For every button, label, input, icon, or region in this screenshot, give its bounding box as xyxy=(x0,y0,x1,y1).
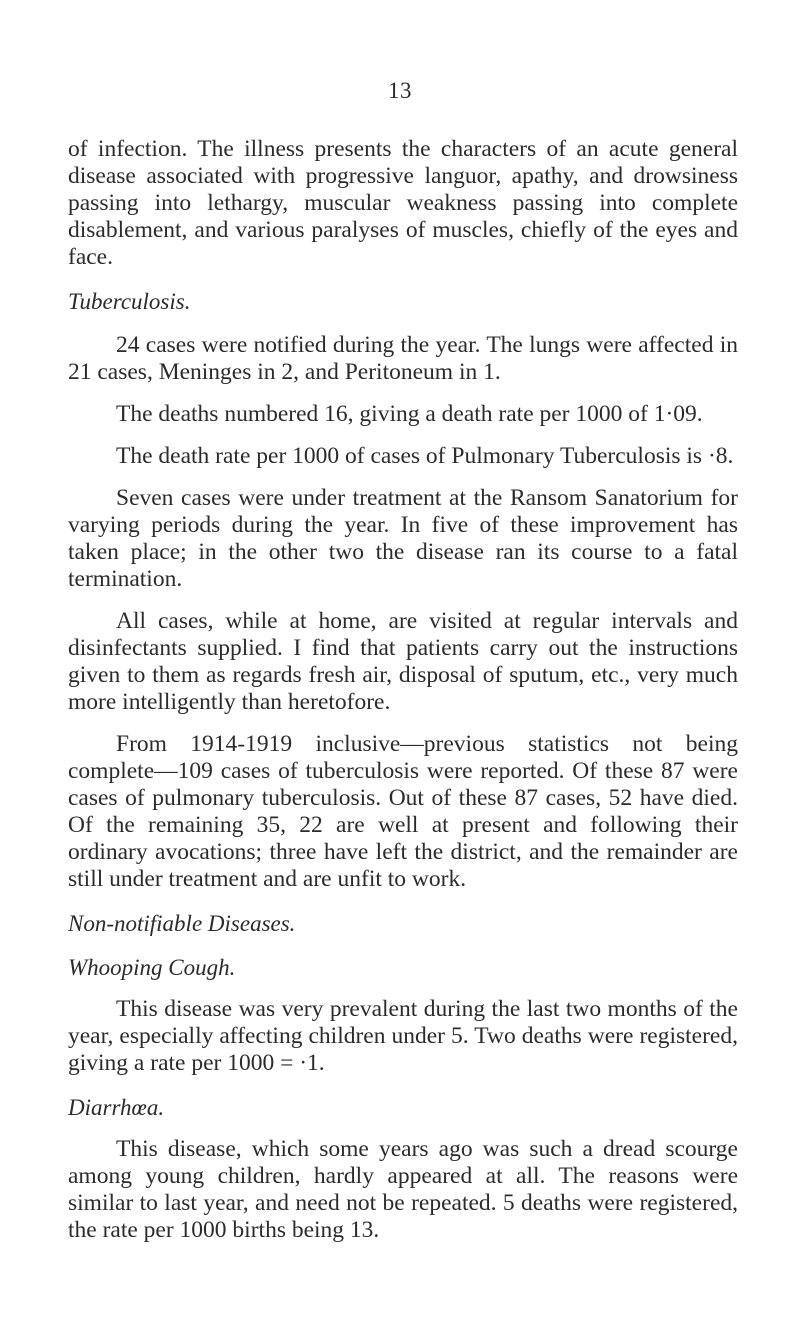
tuberculosis-paragraph-6: From 1914-1919 inclusive—previous statistics not being complete—109 cases of tuberculosis were reported. Of these 87 were cases of pulmonary tuberculosis. Out of these 87 cases, 52 have died. Of the remaining 35, 22 are well at present and following their ordinary avocations; three have left the district, and the remainder are still under treatment and are unfit to work. xyxy=(68,731,738,892)
whooping-cough-paragraph: This disease was very prevalent during the last two months of the year, especially affecting children under 5. Two deaths were registered, giving a rate per 1000 = ·1. xyxy=(68,996,738,1076)
tuberculosis-paragraph-2: The deaths numbered 16, giving a death rate per 1000 of 1·09. xyxy=(116,401,703,427)
tuberculosis-paragraph-1: 24 cases were notified during the year. The lungs were affected in 21 cases, Meninges in 2, and Peritoneum in 1. xyxy=(68,332,738,385)
tuberculosis-paragraph-5: All cases, while at home, are visited at regular intervals and disinfectants supplied. I find that patients carry out the instructions given to them as regards fresh air, disposal of sputum, etc., very much more intelligently than heretofore. xyxy=(68,608,738,715)
tuberculosis-paragraph-3: The death rate per 1000 of cases of Pulmonary Tuberculosis is ·8. xyxy=(116,443,734,469)
diarrhoea-paragraph: This disease, which some years ago was such a dread scourge among young children, hardly appeared at all. The reasons were similar to last year, and need not be repeated. 5 deaths were registered, the rate per 1000 births being 13. xyxy=(68,1136,738,1243)
non-notifiable-heading: Non-notifiable Diseases. xyxy=(68,911,296,936)
page-number: 13 xyxy=(388,78,412,103)
tuberculosis-heading: Tuberculosis. xyxy=(68,289,191,314)
whooping-cough-heading: Whooping Cough. xyxy=(68,955,236,980)
intro-paragraph: of infection. The illness presents the characters of an acute general disease associated with progressive languor, apathy, and drowsiness passing into lethargy, muscular weakness passing into complete disablement, and various paralyses of muscles, chiefly of the eyes and face. xyxy=(68,136,738,270)
body-text xyxy=(68,136,738,1244)
tuberculosis-paragraph-4: Seven cases were under treatment at the Ransom Sanatorium for varying periods during the year. In five of these improvement has taken place; in the other two the disease ran its course to a fatal termination. xyxy=(68,485,738,592)
diarrhoea-heading: Diarrhœa. xyxy=(68,1095,165,1120)
